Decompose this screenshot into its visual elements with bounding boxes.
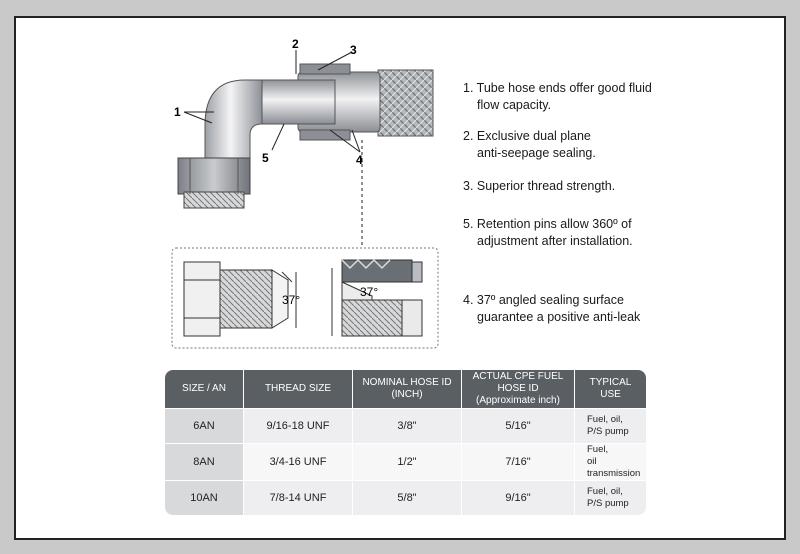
- angle-label-right: 37°: [360, 285, 379, 299]
- header-nominal: NOMINAL HOSE ID (INCH): [353, 370, 462, 408]
- callout-3: 3: [350, 43, 357, 57]
- header-size: SIZE / AN: [165, 370, 244, 408]
- cell-actual: 5/16": [462, 408, 575, 443]
- cell-nominal: 1/2": [353, 443, 462, 480]
- callout-5: 5: [262, 151, 269, 165]
- cell-size: 6AN: [165, 408, 244, 443]
- table-row: [165, 480, 646, 515]
- feature-2: [463, 128, 693, 162]
- cell-actual: 7/16": [462, 443, 575, 480]
- header-actual: ACTUAL CPE FUEL HOSE ID (Approximate inch): [462, 370, 575, 408]
- table-row: [165, 408, 646, 443]
- feature-4: [463, 292, 693, 326]
- feature-4-line2: guarantee a positive anti-leak: [477, 310, 641, 324]
- feature-1: [463, 80, 693, 114]
- callout-4: 4: [356, 153, 363, 167]
- angle-label-left: 37°: [282, 293, 301, 307]
- spec-table: [165, 370, 646, 515]
- feature-5: [463, 216, 693, 250]
- male-flare-detail: [184, 262, 296, 336]
- header-use: TYPICAL USE: [575, 370, 646, 408]
- cell-thread: 9/16-18 UNF: [244, 408, 353, 443]
- cell-nominal: 5/8": [353, 480, 462, 515]
- elbow-fitting: [178, 64, 433, 208]
- cell-use: Fuel, oil, P/S pump: [575, 408, 646, 443]
- table-header-row: [165, 370, 646, 408]
- cell-use: Fuel, oil transmission: [575, 443, 646, 480]
- cell-size: 8AN: [165, 443, 244, 480]
- feature-1-line1: 1. Tube hose ends offer good fluid: [463, 81, 652, 95]
- feature-3-line1: 3. Superior thread strength.: [463, 179, 616, 193]
- feature-2-line1: 2. Exclusive dual plane: [463, 129, 591, 143]
- header-thread: THREAD SIZE: [244, 370, 353, 408]
- table-row: [165, 443, 646, 480]
- callout-2: 2: [292, 37, 299, 51]
- cell-actual: 9/16": [462, 480, 575, 515]
- cell-thread: 3/4-16 UNF: [244, 443, 353, 480]
- callout-1: 1: [174, 105, 181, 119]
- cell-size: 10AN: [165, 480, 244, 515]
- cell-thread: 7/8-14 UNF: [244, 480, 353, 515]
- feature-1-line2: flow capacity.: [477, 98, 552, 112]
- feature-5-line2: adjustment after installation.: [477, 234, 633, 248]
- cell-nominal: 3/8": [353, 408, 462, 443]
- cell-use: Fuel, oil, P/S pump: [575, 480, 646, 515]
- feature-4-line1: 4. 37º angled sealing surface: [463, 293, 624, 307]
- feature-5-line1: 5. Retention pins allow 360º of: [463, 217, 632, 231]
- feature-2-line2: anti-seepage sealing.: [477, 146, 596, 160]
- feature-3: [463, 178, 693, 195]
